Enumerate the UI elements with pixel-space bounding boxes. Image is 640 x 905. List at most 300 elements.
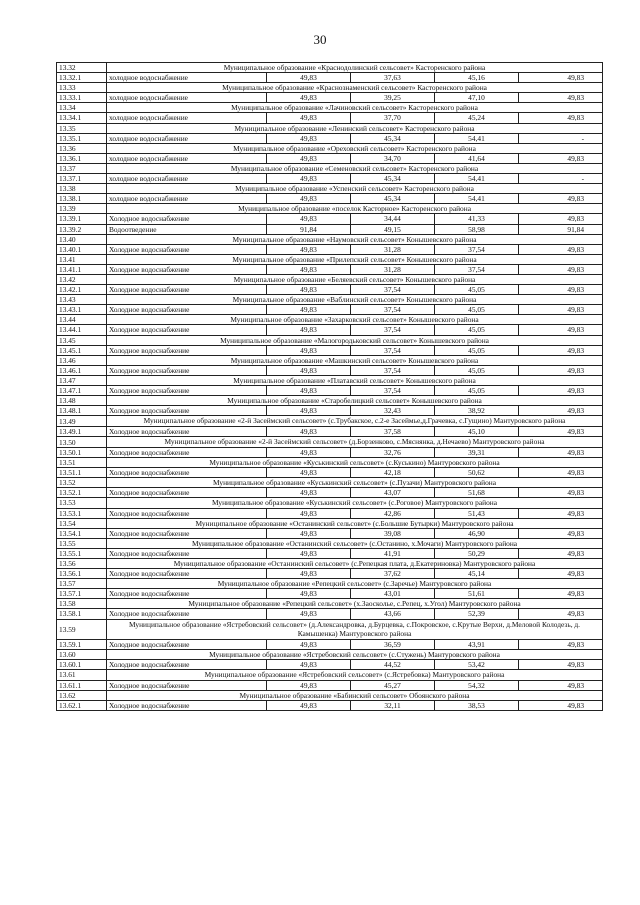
tariff-value-2: 37,54 xyxy=(351,345,435,355)
section-number: 13.39 xyxy=(57,204,107,214)
tariff-value-3: 54,41 xyxy=(435,194,519,204)
tariff-value-3: 46,90 xyxy=(435,528,519,538)
section-title: Муниципальное образование «поселок Касторное» Касторенского района xyxy=(107,204,603,214)
section-number: 13.33 xyxy=(57,83,107,93)
section-number: 13.42 xyxy=(57,274,107,284)
service-label: Холодное водоснабжение xyxy=(107,365,267,375)
tariff-value-1: 49,83 xyxy=(267,386,351,396)
row-number: 13.44.1 xyxy=(57,325,107,335)
section-number: 13.32 xyxy=(57,63,107,73)
tariff-value-1: 49,83 xyxy=(267,113,351,123)
service-label: Холодное водоснабжение xyxy=(107,264,267,274)
section-number: 13.55 xyxy=(57,538,107,548)
tariff-value-4: 49,83 xyxy=(519,680,603,690)
tariff-value-4: 49,83 xyxy=(519,427,603,437)
tariff-value-1: 49,83 xyxy=(267,345,351,355)
section-number: 13.60 xyxy=(57,650,107,660)
section-title: Муниципальное образование «2-й Засеймский сельсовет» (д.Борзенково, с.Мяснянка, д.Нечаево) Мантуровского района xyxy=(107,437,603,448)
section-number: 13.47 xyxy=(57,375,107,385)
tariff-value-4: 49,83 xyxy=(519,153,603,163)
tariff-value-2: 37,63 xyxy=(351,73,435,83)
service-label: холодное водоснабжение xyxy=(107,133,267,143)
section-title: Муниципальное образование «Останинский сельсовет» (с.Останино, х.Мочаги) Мантуровского района xyxy=(107,538,603,548)
section-title: Муниципальное образование «Ваблинский сельсовет» Конышевского района xyxy=(107,295,603,305)
tariff-table xyxy=(56,62,603,711)
tariff-value-4: 49,83 xyxy=(519,113,603,123)
section-number: 13.44 xyxy=(57,315,107,325)
tariff-value-4: 49,83 xyxy=(519,386,603,396)
table-row xyxy=(57,113,603,123)
tariff-value-1: 49,83 xyxy=(267,194,351,204)
service-label: холодное водоснабжение xyxy=(107,73,267,83)
tariff-value-1: 49,83 xyxy=(267,589,351,599)
tariff-value-2: 31,28 xyxy=(351,264,435,274)
section-header-row xyxy=(57,315,603,325)
tariff-value-1: 49,83 xyxy=(267,468,351,478)
section-title: Муниципальное образование «Останинский сельсовет» (с.Репецкая плата, д.Екатериновка) Мантуровского района xyxy=(107,559,603,569)
tariff-value-1: 49,83 xyxy=(267,569,351,579)
tariff-value-1: 49,83 xyxy=(267,285,351,295)
section-header-row xyxy=(57,123,603,133)
section-title: Муниципальное образование «Успенский сельсовет» Касторенского района xyxy=(107,184,603,194)
section-header-row xyxy=(57,690,603,700)
tariff-value-2: 42,86 xyxy=(351,508,435,518)
table-row xyxy=(57,447,603,457)
row-number: 13.54.1 xyxy=(57,528,107,538)
service-label: Холодное водоснабжение xyxy=(107,447,267,457)
tariff-value-4: 49,83 xyxy=(519,305,603,315)
tariff-value-1: 49,83 xyxy=(267,609,351,619)
tariff-value-1: 49,83 xyxy=(267,174,351,184)
tariff-value-3: 43,91 xyxy=(435,640,519,650)
tariff-value-3: 58,98 xyxy=(435,224,519,234)
section-number: 13.51 xyxy=(57,458,107,468)
tariff-value-1: 49,83 xyxy=(267,264,351,274)
section-title: Муниципальное образование «Беляевский сельсовет» Конышевского района xyxy=(107,274,603,284)
tariff-value-2: 37,54 xyxy=(351,365,435,375)
section-title: Муниципальное образование «Ореховский сельсовет» Касторенского района xyxy=(107,143,603,153)
section-number: 13.50 xyxy=(57,437,107,448)
row-number: 13.43.1 xyxy=(57,305,107,315)
row-number: 13.56.1 xyxy=(57,569,107,579)
tariff-value-4: 49,83 xyxy=(519,548,603,558)
tariff-value-4: 49,83 xyxy=(519,214,603,224)
service-label: Холодное водоснабжение xyxy=(107,508,267,518)
tariff-value-2: 37,54 xyxy=(351,305,435,315)
tariff-value-2: 49,15 xyxy=(351,224,435,234)
service-label: Холодное водоснабжение xyxy=(107,305,267,315)
table-row xyxy=(57,345,603,355)
section-number: 13.49 xyxy=(57,416,107,427)
section-number: 13.58 xyxy=(57,599,107,609)
section-header-row xyxy=(57,355,603,365)
section-title: Муниципальное образование «Захарковский сельсовет» Конышевского района xyxy=(107,315,603,325)
section-header-row xyxy=(57,416,603,427)
section-number: 13.56 xyxy=(57,559,107,569)
tariff-value-4: 49,83 xyxy=(519,244,603,254)
row-number: 13.61.1 xyxy=(57,680,107,690)
section-header-row xyxy=(57,437,603,448)
table-row xyxy=(57,174,603,184)
tariff-value-2: 43,07 xyxy=(351,488,435,498)
tariff-value-3: 39,31 xyxy=(435,447,519,457)
tariff-value-2: 44,52 xyxy=(351,660,435,670)
section-number: 13.34 xyxy=(57,103,107,113)
tariff-value-1: 91,84 xyxy=(267,224,351,234)
section-header-row xyxy=(57,234,603,244)
row-number: 13.38.1 xyxy=(57,194,107,204)
section-header-row xyxy=(57,335,603,345)
section-title: Муниципальное образование «Краснознаменский сельсовет» Касторенского района xyxy=(107,83,603,93)
section-header-row xyxy=(57,498,603,508)
tariff-value-4: - xyxy=(519,174,603,184)
service-label: холодное водоснабжение xyxy=(107,153,267,163)
tariff-value-3: 50,62 xyxy=(435,468,519,478)
tariff-value-3: 51,61 xyxy=(435,589,519,599)
service-label: Холодное водоснабжение xyxy=(107,406,267,416)
section-title: Муниципальное образование «Куськинский сельсовет» (с.Роговое) Мантуровского района xyxy=(107,498,603,508)
tariff-value-3: 54,41 xyxy=(435,174,519,184)
tariff-value-1: 49,83 xyxy=(267,305,351,315)
row-number: 13.40.1 xyxy=(57,244,107,254)
tariff-value-2: 45,34 xyxy=(351,194,435,204)
section-title: Муниципальное образование «Малогородьковский сельсовет» Конышевского района xyxy=(107,335,603,345)
service-label: Холодное водоснабжение xyxy=(107,640,267,650)
section-title: Муниципальное образование «Репецкий сельсовет» (х.Заосколье, с.Репец, х.Угол) Мантуровского района xyxy=(107,599,603,609)
tariff-value-1: 49,83 xyxy=(267,244,351,254)
service-label: Холодное водоснабжение xyxy=(107,589,267,599)
row-number: 13.52.1 xyxy=(57,488,107,498)
section-number: 13.40 xyxy=(57,234,107,244)
tariff-value-1: 49,83 xyxy=(267,427,351,437)
tariff-value-4: 49,83 xyxy=(519,194,603,204)
row-number: 13.60.1 xyxy=(57,660,107,670)
section-title: Муниципальное образование «Прилепский сельсовет» Конышевского района xyxy=(107,254,603,264)
tariff-value-1: 49,83 xyxy=(267,365,351,375)
service-label: холодное водоснабжение xyxy=(107,174,267,184)
service-label: Холодное водоснабжение xyxy=(107,285,267,295)
table-row xyxy=(57,548,603,558)
section-header-row xyxy=(57,295,603,305)
row-number: 13.55.1 xyxy=(57,548,107,558)
row-number: 13.62.1 xyxy=(57,700,107,710)
tariff-value-1: 49,83 xyxy=(267,640,351,650)
tariff-value-3: 45,16 xyxy=(435,73,519,83)
tariff-value-3: 51,68 xyxy=(435,488,519,498)
tariff-value-2: 31,28 xyxy=(351,244,435,254)
row-number: 13.53.1 xyxy=(57,508,107,518)
section-header-row xyxy=(57,396,603,406)
tariff-value-1: 49,83 xyxy=(267,488,351,498)
table-row xyxy=(57,700,603,710)
tariff-value-3: 51,43 xyxy=(435,508,519,518)
section-header-row xyxy=(57,83,603,93)
tariff-value-4: 49,83 xyxy=(519,528,603,538)
section-header-row xyxy=(57,478,603,488)
section-number: 13.52 xyxy=(57,478,107,488)
section-header-row xyxy=(57,458,603,468)
tariff-value-4: 49,83 xyxy=(519,447,603,457)
tariff-value-1: 49,83 xyxy=(267,93,351,103)
tariff-value-2: 43,01 xyxy=(351,589,435,599)
section-header-row xyxy=(57,274,603,284)
section-header-row xyxy=(57,254,603,264)
row-number: 13.46.1 xyxy=(57,365,107,375)
tariff-value-3: 54,32 xyxy=(435,680,519,690)
table-row xyxy=(57,224,603,234)
section-header-row xyxy=(57,579,603,589)
row-number: 13.58.1 xyxy=(57,609,107,619)
section-title: Муниципальное образование «Платавский сельсовет» Конышевского района xyxy=(107,375,603,385)
table-row xyxy=(57,194,603,204)
tariff-value-4: 49,83 xyxy=(519,345,603,355)
row-number: 13.57.1 xyxy=(57,589,107,599)
section-title: Муниципальное образование «Ястребовский сельсовет» (д.Александровка, д.Бурцевка, с.Покровское, с.Крутые Верхи, д.Меловой Колодезь, д. Камышенка) Мантуровского района xyxy=(107,619,603,640)
tariff-value-4: 49,83 xyxy=(519,569,603,579)
section-title: Муниципальное образование «Ястребовский сельсовет» (с.Ястребовка) Мантуровского района xyxy=(107,670,603,680)
section-title: Муниципальное образование «2-й Засеймский сельсовет» (с.Трубакское, с.2-е Засеймье,д.Грачевка, с.Гущино) Мантуровского района xyxy=(107,416,603,427)
tariff-value-3: 45,05 xyxy=(435,365,519,375)
tariff-value-3: 45,05 xyxy=(435,305,519,315)
tariff-value-2: 39,08 xyxy=(351,528,435,538)
tariff-value-1: 49,83 xyxy=(267,73,351,83)
tariff-value-1: 49,83 xyxy=(267,153,351,163)
section-title: Муниципальное образование «Репецкий сельсовет» (с.Заречье) Мантуровского района xyxy=(107,579,603,589)
tariff-value-4: 49,83 xyxy=(519,700,603,710)
tariff-value-2: 37,58 xyxy=(351,427,435,437)
row-number: 13.47.1 xyxy=(57,386,107,396)
tariff-value-2: 39,25 xyxy=(351,93,435,103)
table-row xyxy=(57,508,603,518)
service-label: Холодное водоснабжение xyxy=(107,468,267,478)
section-header-row xyxy=(57,670,603,680)
tariff-value-1: 49,83 xyxy=(267,660,351,670)
row-number: 13.33.1 xyxy=(57,93,107,103)
section-header-row xyxy=(57,599,603,609)
tariff-value-2: 37,54 xyxy=(351,325,435,335)
row-number: 13.42.1 xyxy=(57,285,107,295)
section-number: 13.59 xyxy=(57,619,107,640)
section-number: 13.43 xyxy=(57,295,107,305)
section-title: Муниципальное образование «Ленинский сельсовет» Касторенского района xyxy=(107,123,603,133)
tariff-value-3: 52,39 xyxy=(435,609,519,619)
service-label: Холодное водоснабжение xyxy=(107,488,267,498)
section-number: 13.61 xyxy=(57,670,107,680)
service-label: Холодное водоснабжение xyxy=(107,700,267,710)
tariff-value-1: 49,83 xyxy=(267,133,351,143)
tariff-value-1: 49,83 xyxy=(267,680,351,690)
service-label: Холодное водоснабжение xyxy=(107,325,267,335)
service-label: Холодное водоснабжение xyxy=(107,244,267,254)
section-number: 13.37 xyxy=(57,163,107,173)
tariff-value-4: 49,83 xyxy=(519,508,603,518)
tariff-value-2: 45,34 xyxy=(351,174,435,184)
row-number: 13.35.1 xyxy=(57,133,107,143)
table-row xyxy=(57,305,603,315)
section-number: 13.46 xyxy=(57,355,107,365)
tariff-value-3: 45,05 xyxy=(435,325,519,335)
section-number: 13.41 xyxy=(57,254,107,264)
tariff-value-1: 49,83 xyxy=(267,214,351,224)
row-number: 13.50.1 xyxy=(57,447,107,457)
service-label: Холодное водоснабжение xyxy=(107,569,267,579)
tariff-value-3: 53,42 xyxy=(435,660,519,670)
section-number: 13.53 xyxy=(57,498,107,508)
row-number: 13.51.1 xyxy=(57,468,107,478)
section-number: 13.62 xyxy=(57,690,107,700)
section-number: 13.54 xyxy=(57,518,107,528)
tariff-value-1: 49,83 xyxy=(267,528,351,538)
tariff-value-3: 45,05 xyxy=(435,345,519,355)
tariff-value-4: - xyxy=(519,133,603,143)
service-label: Холодное водоснабжение xyxy=(107,548,267,558)
table-row xyxy=(57,569,603,579)
tariff-value-1: 49,83 xyxy=(267,700,351,710)
section-number: 13.36 xyxy=(57,143,107,153)
service-label: Холодное водоснабжение xyxy=(107,680,267,690)
section-number: 13.45 xyxy=(57,335,107,345)
section-header-row xyxy=(57,184,603,194)
tariff-value-1: 49,83 xyxy=(267,508,351,518)
table-row xyxy=(57,468,603,478)
page-number: 30 xyxy=(313,32,327,47)
tariff-value-4: 49,83 xyxy=(519,93,603,103)
section-header-row xyxy=(57,204,603,214)
tariff-value-3: 41,33 xyxy=(435,214,519,224)
table-row xyxy=(57,488,603,498)
section-title: Муниципальное образование «Машкинский сельсовет» Конышевского района xyxy=(107,355,603,365)
section-title: Муниципальное образование «Старобелицкий сельсовет» Конышевского района xyxy=(107,396,603,406)
table-row xyxy=(57,264,603,274)
section-number: 13.35 xyxy=(57,123,107,133)
section-header-row xyxy=(57,559,603,569)
table-row xyxy=(57,427,603,437)
section-title: Муниципальное образование «Семеновский сельсовет» Касторенского района xyxy=(107,163,603,173)
tariff-value-2: 41,91 xyxy=(351,548,435,558)
table-row xyxy=(57,609,603,619)
tariff-value-4: 49,83 xyxy=(519,406,603,416)
tariff-value-2: 32,43 xyxy=(351,406,435,416)
row-number: 13.49.1 xyxy=(57,427,107,437)
tariff-value-4: 49,83 xyxy=(519,488,603,498)
tariff-value-2: 43,66 xyxy=(351,609,435,619)
table-row xyxy=(57,528,603,538)
row-number: 13.34.1 xyxy=(57,113,107,123)
tariff-value-3: 47,10 xyxy=(435,93,519,103)
tariff-value-2: 34,44 xyxy=(351,214,435,224)
tariff-value-4: 49,83 xyxy=(519,264,603,274)
table-row xyxy=(57,214,603,224)
tariff-value-3: 54,41 xyxy=(435,133,519,143)
table-row xyxy=(57,589,603,599)
tariff-value-3: 41,64 xyxy=(435,153,519,163)
tariff-value-2: 42,18 xyxy=(351,468,435,478)
section-title: Муниципальное образование «Краснодолинский сельсовет» Касторенского района xyxy=(107,63,603,73)
row-number: 13.32.1 xyxy=(57,73,107,83)
service-label: холодное водоснабжение xyxy=(107,194,267,204)
section-header-row xyxy=(57,163,603,173)
tariff-value-2: 32,11 xyxy=(351,700,435,710)
tariff-value-4: 49,83 xyxy=(519,468,603,478)
service-label: Водоотведение xyxy=(107,224,267,234)
table-row xyxy=(57,325,603,335)
table-row xyxy=(57,406,603,416)
table-row xyxy=(57,640,603,650)
tariff-value-3: 37,54 xyxy=(435,244,519,254)
section-title: Муниципальное образование «Куськинский сельсовет» (с.Куськино) Мантуровского района xyxy=(107,458,603,468)
section-header-row xyxy=(57,650,603,660)
tariff-value-3: 45,05 xyxy=(435,386,519,396)
section-header-row xyxy=(57,518,603,528)
section-header-row xyxy=(57,63,603,73)
tariff-value-4: 49,83 xyxy=(519,365,603,375)
tariff-value-4: 91,84 xyxy=(519,224,603,234)
section-title: Муниципальное образование «Лачиновский сельсовет» Касторенского района xyxy=(107,103,603,113)
row-number: 13.39.2 xyxy=(57,224,107,234)
tariff-value-2: 37,70 xyxy=(351,113,435,123)
section-header-row xyxy=(57,143,603,153)
section-number: 13.38 xyxy=(57,184,107,194)
tariff-value-3: 45,10 xyxy=(435,427,519,437)
table-row xyxy=(57,73,603,83)
tariff-value-2: 37,62 xyxy=(351,569,435,579)
tariff-value-4: 49,83 xyxy=(519,609,603,619)
tariff-value-4: 49,83 xyxy=(519,73,603,83)
section-title: Муниципальное образование «Бабинский сельсовет» Обоянского района xyxy=(107,690,603,700)
tariff-value-3: 45,24 xyxy=(435,113,519,123)
row-number: 13.39.1 xyxy=(57,214,107,224)
tariff-value-3: 50,29 xyxy=(435,548,519,558)
table-row xyxy=(57,153,603,163)
row-number: 13.36.1 xyxy=(57,153,107,163)
tariff-value-4: 49,83 xyxy=(519,640,603,650)
section-number: 13.57 xyxy=(57,579,107,589)
section-header-row xyxy=(57,375,603,385)
service-label: Холодное водоснабжение xyxy=(107,427,267,437)
tariff-value-2: 37,54 xyxy=(351,386,435,396)
tariff-value-1: 49,83 xyxy=(267,548,351,558)
section-title: Муниципальное образование «Ястребовский сельсовет» (с.Стужень) Мантуровского района xyxy=(107,650,603,660)
table-row xyxy=(57,93,603,103)
tariff-value-2: 45,34 xyxy=(351,133,435,143)
tariff-value-2: 32,76 xyxy=(351,447,435,457)
section-title: Муниципальное образование «Наумовский сельсовет» Конышевского района xyxy=(107,234,603,244)
service-label: Холодное водоснабжение xyxy=(107,528,267,538)
table-row xyxy=(57,285,603,295)
table-row xyxy=(57,680,603,690)
tariff-value-2: 45,27 xyxy=(351,680,435,690)
section-title: Муниципальное образование «Куськинский сельсовет» (с.Пузачи) Мантуровского района xyxy=(107,478,603,488)
section-header-row xyxy=(57,538,603,548)
tariff-value-3: 45,14 xyxy=(435,569,519,579)
service-label: Холодное водоснабжение xyxy=(107,345,267,355)
service-label: холодное водоснабжение xyxy=(107,93,267,103)
table-row xyxy=(57,133,603,143)
service-label: холодное водоснабжение xyxy=(107,113,267,123)
tariff-value-1: 49,83 xyxy=(267,325,351,335)
tariff-value-1: 49,83 xyxy=(267,406,351,416)
service-label: Холодное водоснабжение xyxy=(107,660,267,670)
tariff-value-1: 49,83 xyxy=(267,447,351,457)
service-label: Холодное водоснабжение xyxy=(107,609,267,619)
section-title: Муниципальное образование «Останинский сельсовет» (с.Большие Бутырки) Мантуровского района xyxy=(107,518,603,528)
table-row xyxy=(57,244,603,254)
section-header-row xyxy=(57,103,603,113)
row-number: 13.37.1 xyxy=(57,174,107,184)
tariff-value-2: 37,54 xyxy=(351,285,435,295)
service-label: Холодное водоснабжение xyxy=(107,214,267,224)
tariff-value-4: 49,83 xyxy=(519,589,603,599)
